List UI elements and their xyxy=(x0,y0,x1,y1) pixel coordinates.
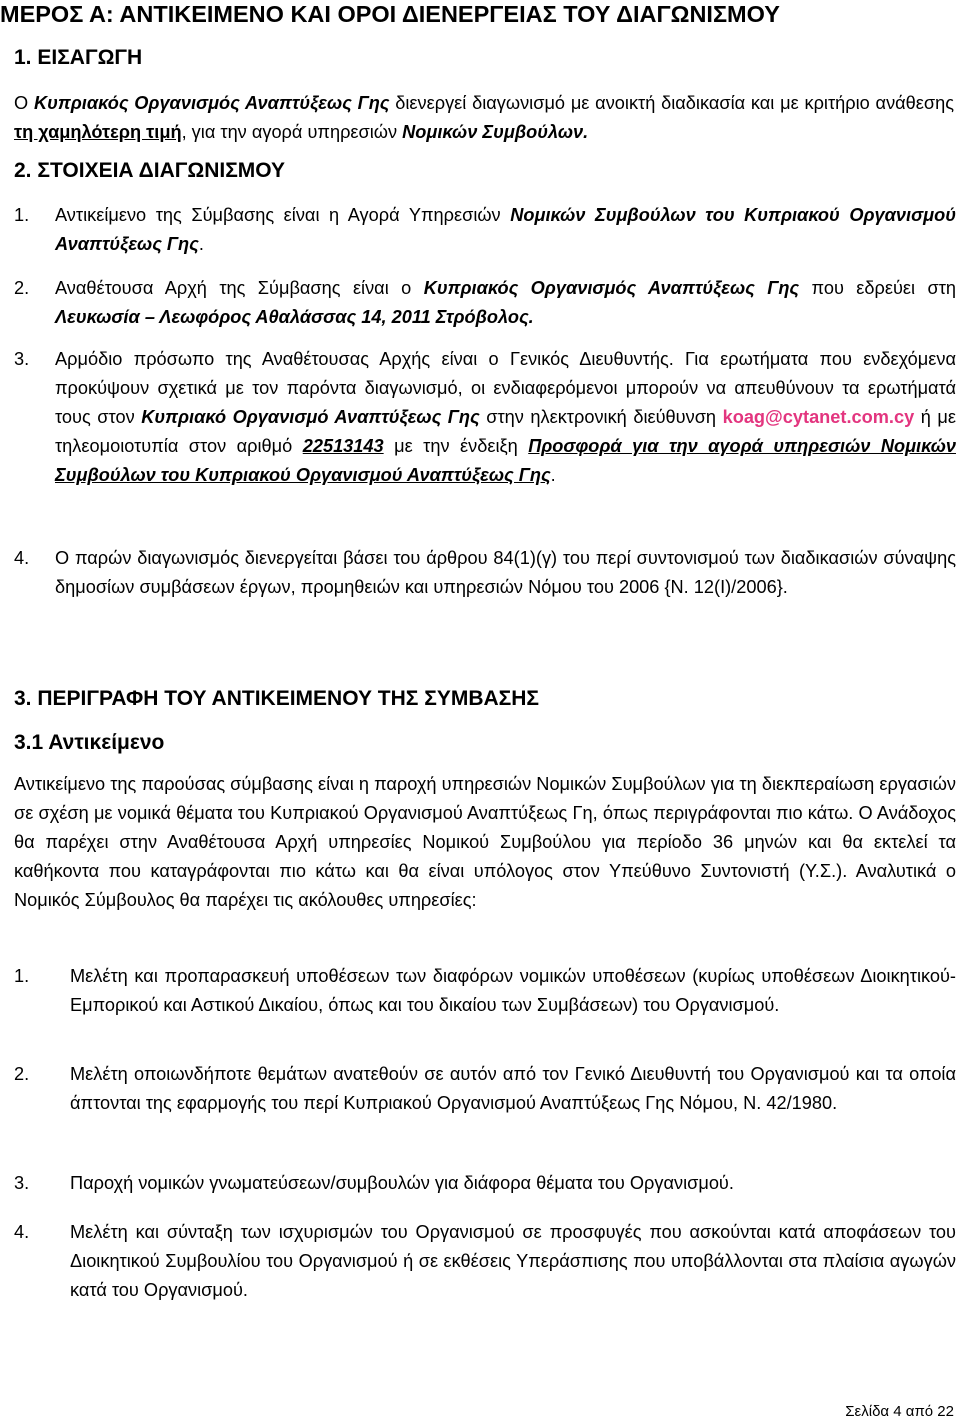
email-link[interactable]: koag@cytanet.com.cy xyxy=(722,407,915,427)
section-2-item-2: 2. Αναθέτουσα Αρχή της Σύμβασης είναι ο Κυπριακός Οργανισμός Αναπτύξεως Γης που εδρεύει στη Λευκωσία – Λεωφόρος Αθαλάσσας 14, 2011 Στρόβολος. xyxy=(14,278,957,327)
section-3-heading: 3. ΠΕΡΙΓΡΑΦΗ ΤΟΥ ΑΝΤΙΚΕΙΜΕΝΟΥ ΤΗΣ ΣΥΜΒΑΣΗΣ xyxy=(14,687,540,710)
page-number: Σελίδα 4 από 22 xyxy=(845,1403,954,1420)
section-2-item-3: 3. Αρμόδιο πρόσωπο της Αναθέτουσας Αρχής είναι ο Γενικός Διευθυντής. Για ερωτήματα που ενδεχόμενα προκύψουν σχετικά με τον παρόντα διαγωνισμό, οι ενδιαφερόμενοι μπορούν να απευθύνουν τα ερωτήματά τους στον Κυπριακό Οργανισμό Αναπτύξεως Γης στην ηλεκτρονική διεύθυνση koag@cytanet.com.cy ή με τηλεομοιοτυπία στον αριθμό 22513143 με την ένδειξη Προσφορά για την αγορά υπηρεσιών Νομικών Συμβούλων του Κυπριακού Οργανισμού Αναπτύξεως Γης. xyxy=(14,349,956,485)
service-item-2: 2. Μελέτη οποιωνδήποτε θεμάτων ανατεθούν σε αυτόν από τον Γενικό Διευθυντή του Οργανισμού και τα οποία άπτονται της εφαρμογής του περί Κυπριακού Οργανισμού Αναπτύξεως Γης Νόμου, Ν. 42/1980. xyxy=(14,1064,956,1113)
section-2-item-1: 1. Αντικείμενο της Σύμβασης είναι η Αγορά Υπηρεσιών Νομικών Συμβούλων του Κυπριακού Οργανισμού Αναπτύξεως Γης. xyxy=(14,205,956,254)
service-item-3: 3. Παροχή νομικών γνωματεύσεων/συμβουλών για διάφορα θέματα του Οργανισμού. xyxy=(14,1173,734,1193)
service-item-1: 1. Μελέτη και προπαρασκευή υποθέσεων των διαφόρων νομικών υποθέσεων (κυρίως υποθέσεων Διοικητικού-Εμπορικού και Αστικού Δικαίου, όπως και του δικαίου των Συμβάσεων) του Οργανισμού. xyxy=(14,966,956,1015)
section-2-heading: 2. ΣΤΟΙΧΕΙΑ ΔΙΑΓΩΝΙΣΜΟΥ xyxy=(14,159,286,182)
section-1-paragraph: Ο Κυπριακός Οργανισμός Αναπτύξεως Γης διενεργεί διαγωνισμό με ανοικτή διαδικασία και με κριτήριο ανάθεσης τη χαμηλότερη τιμή, για την αγορά υπηρεσιών Νομικών Συμβούλων. xyxy=(14,93,955,142)
section-3-1-heading: 3.1 Αντικείμενο xyxy=(14,731,165,754)
section-3-intro: Αντικείμενο της παρούσας σύμβασης είναι η παροχή υπηρεσιών Νομικών Συμβούλων για τη διεκπεραίωση εργασιών σε σχέση με νομικά θέματα του Κυπριακού Οργανισμού Αναπτύξεως Γη, όπως περιγράφονται πιο κάτω. Ο Ανάδοχος θα παρέχει στην Αναθέτουσα Αρχή υπηρεσίες Νομικού Συμβούλου για περίοδο 36 μηνών και θα εκτελεί τα καθήκοντα που καταγράφονται πιο κάτω και θα είναι υπόλογος στον Υπεύθυνο Συντονιστή (Υ.Σ.). Αναλυτικά ο Νομικός Σύμβουλος θα παρέχει τις ακόλουθες υπηρεσίες: xyxy=(14,774,956,910)
section-1-heading: 1. ΕΙΣΑΓΩΓΗ xyxy=(14,46,143,69)
service-item-4: 4. Μελέτη και σύνταξη των ισχυρισμών του Οργανισμού σε προσφυγές που ασκούνται κατά αποφάσεων του Διοικητικού Συμβουλίου του Οργανισμού ή σε εκθέσεις Υπεράσπισης που υποβάλλονται στα πλαίσια αγωγών κατά του Οργανισμού. xyxy=(14,1222,956,1300)
main-title: ΜΕΡΟΣ Α: ΑΝΤΙΚΕΙΜΕΝΟ ΚΑΙ ΟΡΟΙ ΔΙΕΝΕΡΓΕΙΑΣ ΤΟΥ ΔΙΑΓΩΝΙΣΜΟΥ xyxy=(0,1,780,27)
section-2-item-4: 4. Ο παρών διαγωνισμός διενεργείται βάσει του άρθρου 84(1)(γ) του περί συντονισμού των διαδικασιών σύναψης δημοσίων συμβάσεων έργων, προμηθειών και υπηρεσιών Νόμου του 2006 {Ν. 12(Ι)/2006}. xyxy=(14,548,956,597)
